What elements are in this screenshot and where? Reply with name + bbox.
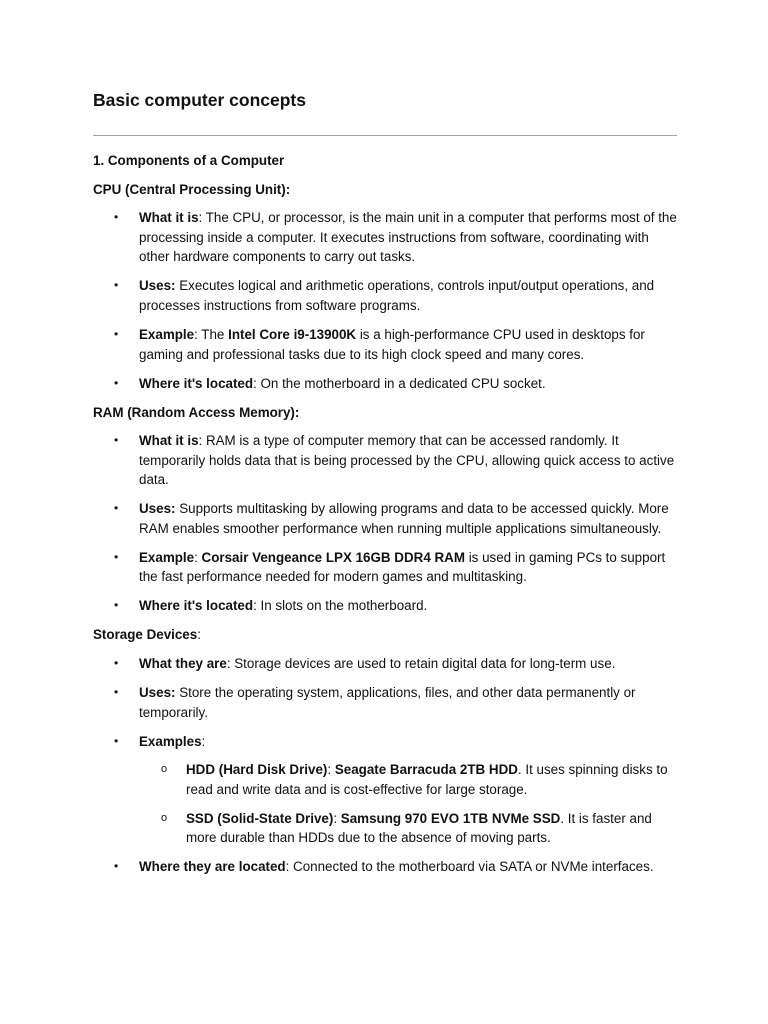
list-item: [93, 431, 677, 490]
ram-what-text: : RAM is a type of computer memory that can be accessed randomly. It temporarily holds data that is being processed by the CPU, allowing quick access to active data.: [139, 433, 675, 488]
cpu-heading: CPU (Central Processing Unit):: [93, 181, 291, 197]
storage-heading: [93, 625, 677, 645]
cpu-uses-text: Executes logical and arithmetic operations, controls input/output operations, and processes instructions from software programs.: [139, 278, 655, 313]
ssd-label: SSD (Solid-State Drive): [186, 810, 334, 826]
cpu-example-text: is a high-performance CPU used in desktops for gaming and professional tasks due to its high clock speed and many cores.: [139, 326, 645, 362]
list-item: [93, 857, 677, 877]
ram-what-label: What it is: [139, 433, 199, 449]
bullet-icon: •: [114, 656, 119, 670]
list-item: [93, 276, 677, 315]
list-item: [93, 325, 677, 364]
list-item: [93, 596, 677, 616]
bullet-icon: •: [114, 433, 119, 448]
list-item: [93, 732, 677, 848]
circle-bullet-icon: o: [161, 763, 168, 776]
ssd-model: Samsung 970 EVO 1TB NVMe SSD: [340, 810, 561, 826]
storage-what-label: What they are: [139, 656, 227, 671]
hdd-sep: :: [327, 762, 335, 778]
list-item: [93, 654, 677, 674]
ram-example-label: Example: [139, 549, 195, 565]
hdd-text: . It uses spinning disks to read and write data and is cost-effective for large storage.: [186, 762, 668, 797]
hdd-model: Seagate Barracuda 2TB HDD: [334, 762, 518, 778]
list-item: [139, 809, 677, 848]
ram-example-pre: :: [194, 549, 202, 565]
storage-examples-colon: :: [201, 733, 206, 749]
ram-heading: RAM (Random Access Memory):: [93, 404, 300, 420]
bullet-icon: •: [114, 375, 119, 390]
bullet-icon: •: [114, 210, 119, 225]
list-item: [93, 499, 677, 538]
ssd-text: . It is faster and more durable than HDDs due to the absence of moving parts.: [186, 810, 652, 846]
list-item: [139, 760, 677, 799]
storage-uses-text: Store the operating system, applications, files, and other data permanently or temporarily.: [139, 684, 636, 720]
ssd-sep: :: [333, 810, 341, 826]
cpu-uses-label: Uses:: [139, 278, 176, 294]
list-item: [93, 548, 677, 587]
cpu-list: [93, 208, 677, 393]
cpu-what-text: : The CPU, or processor, is the main unit in a computer that performs most of the processing inside a computer. It executes instructions from software, coordinating with other hardware components to carry out tasks.: [139, 210, 677, 265]
bullet-icon: •: [114, 598, 119, 613]
bullet-icon: •: [114, 684, 119, 699]
bullet-icon: •: [114, 501, 119, 516]
ram-uses-label: Uses:: [139, 501, 176, 517]
bullet-icon: •: [114, 326, 119, 341]
bullet-icon: •: [114, 549, 119, 564]
hdd-label: HDD (Hard Disk Drive): [186, 762, 328, 778]
cpu-where-text: : On the motherboard in a dedicated CPU socket.: [253, 375, 546, 391]
storage-where-text: : Connected to the motherboard via SATA or NVMe interfaces.: [285, 859, 654, 875]
document-title: Basic computer concepts: [93, 90, 306, 110]
cpu-where-label: Where it's located: [139, 375, 254, 391]
storage-heading-colon: :: [197, 627, 201, 643]
cpu-example-model: Intel Core i9-13900K: [228, 326, 357, 342]
bullet-icon: •: [114, 733, 119, 748]
section-heading-components: 1. Components of a Computer: [93, 153, 285, 168]
storage-what-text: : Storage devices are used to retain digital data for long-term use.: [226, 656, 616, 671]
ram-example-model: Corsair Vengeance LPX 16GB DDR4 RAM: [201, 549, 465, 565]
storage-examples-list: [139, 760, 677, 848]
storage-where-label: Where they are located: [139, 859, 286, 875]
circle-bullet-icon: o: [161, 811, 168, 824]
ram-example-text: is used in gaming PCs to support the fast performance needed for modern games and multitasking.: [139, 549, 666, 585]
ram-list: [93, 431, 677, 616]
cpu-example-label: Example: [139, 326, 195, 342]
list-item: [93, 208, 677, 267]
cpu-example-pre: : The: [194, 326, 229, 342]
storage-examples-label: Examples: [139, 733, 202, 749]
bullet-icon: •: [114, 278, 119, 293]
storage-heading-text: Storage Devices: [93, 627, 198, 643]
list-item: [93, 374, 677, 394]
storage-list: [93, 654, 677, 877]
ram-where-text: : In slots on the motherboard.: [253, 598, 428, 614]
cpu-what-label: What it is: [139, 210, 199, 226]
storage-uses-label: Uses:: [139, 684, 176, 700]
list-item: [93, 683, 677, 722]
ram-where-label: Where it's located: [139, 598, 254, 614]
title-divider: [93, 135, 677, 136]
bullet-icon: •: [114, 859, 119, 874]
document-page: [93, 88, 677, 886]
ram-uses-text: Supports multitasking by allowing programs and data to be accessed quickly. More RAM enables smoother performance when running multiple applications simultaneously.: [139, 501, 669, 536]
